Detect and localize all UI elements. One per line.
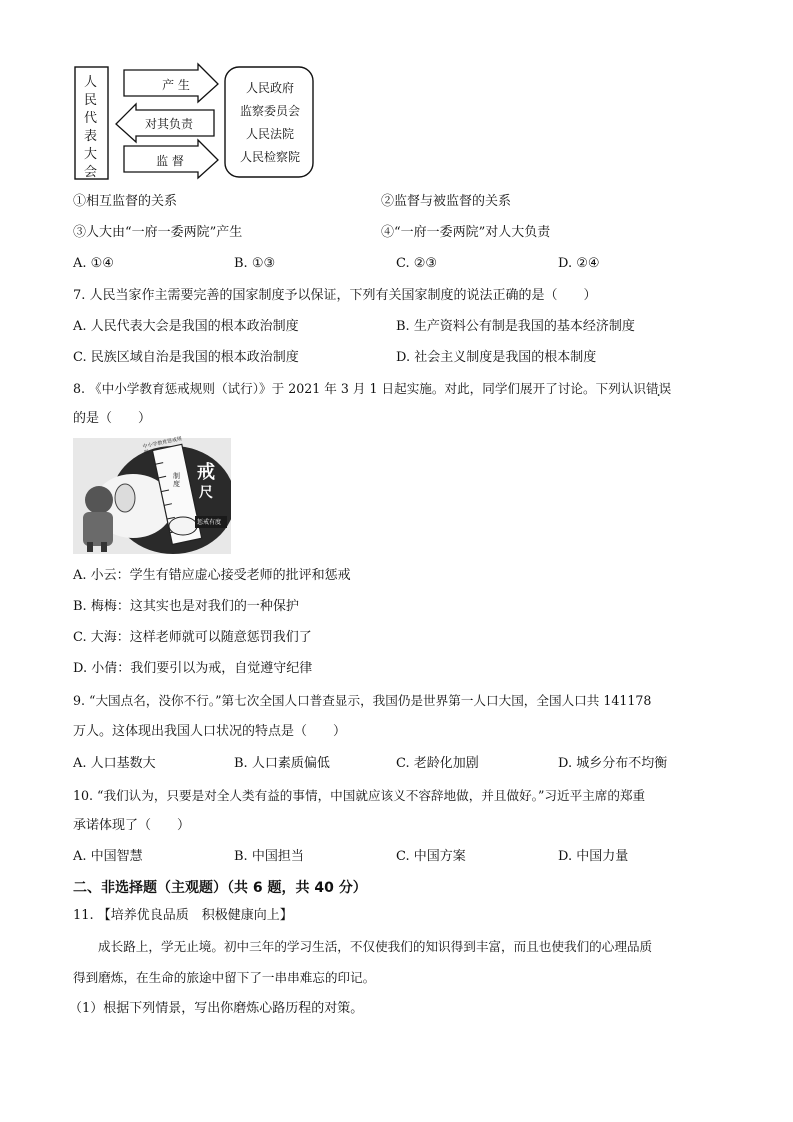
section-2-heading: 二、非选择题（主观题）（共 6 题，共 40 分）	[73, 880, 367, 896]
q6-option-d[interactable]: D. ②④	[558, 256, 600, 271]
q7-option-b[interactable]: B. 生产资料公有制是我国的基本经济制度	[396, 319, 635, 334]
q11-paragraph-line-2: 得到磨炼，在生命的旅途中留下了一串串难忘的印记。	[73, 970, 376, 985]
diagram-left-label: 人民代表大会	[84, 75, 98, 180]
q6-statement-2: ②监督与被监督的关系	[381, 194, 512, 209]
diagram	[70, 62, 320, 182]
q7-option-c[interactable]: C. 民族区域自治是我国的根本政治制度	[73, 350, 299, 365]
q9-option-b[interactable]: B. 人口素质偏低	[234, 756, 330, 771]
q6-option-c[interactable]: C. ②③	[396, 256, 438, 271]
q10-option-a[interactable]: A. 中国智慧	[73, 849, 143, 864]
q8-stem-line-2: 的是（ ）	[73, 411, 152, 426]
cartoon-ruler-side: 制度	[173, 472, 180, 488]
q8-option-a[interactable]: A. 小云：学生有错应虚心接受老师的批评和惩戒	[73, 568, 351, 583]
right-box-line-3: 人民法院	[245, 127, 294, 141]
q6-option-b[interactable]: B. ①③	[234, 256, 276, 271]
q6-statement-1: ①相互监督的关系	[73, 194, 178, 209]
q10-stem-line-2: 承诺体现了（ ）	[73, 818, 191, 833]
cartoon-ruler-big-1: 戒	[197, 462, 215, 483]
arrow-responsible-label: 对其负责	[144, 117, 193, 131]
q9-option-c[interactable]: C. 老龄化加剧	[396, 756, 479, 771]
arrow-produce-label: 产 生	[162, 78, 190, 92]
right-box-line-4: 人民检察院	[239, 150, 300, 164]
q11-title: 11. 【培养优良品质 积极健康向上】	[73, 908, 293, 923]
q11-sub-question-1: （1）根据下列情景，写出你磨炼心路历程的对策。	[69, 1001, 364, 1016]
q8-option-d[interactable]: D. 小倩：我们要引以为戒，自觉遵守纪律	[73, 661, 313, 676]
q8-cartoon-image	[73, 435, 231, 554]
q8-option-c[interactable]: C. 大海：这样老师就可以随意惩罚我们了	[73, 630, 312, 645]
q10-stem-line-1: 10. “我们认为，只要是对全人类有益的事情，中国就应该义不容辞地做，并且做好。”习近平主席的郑重	[73, 788, 646, 803]
q10-option-d[interactable]: D. 中国力量	[558, 849, 629, 864]
q7-stem: 7. 人民当家作主需要完善的国家制度予以保证，下列有关国家制度的说法正确的是（ ）	[73, 288, 597, 303]
cartoon-ruler-top: 中小学教育惩戒规则	[142, 435, 183, 457]
q10-option-c[interactable]: C. 中国方案	[396, 849, 466, 864]
q9-option-d[interactable]: D. 城乡分布不均衡	[558, 756, 668, 771]
q9-stem-line-2: 万人。这体现出我国人口状况的特点是（ ）	[73, 724, 347, 739]
q6-statement-3: ③人大由“一府一委两院”产生	[73, 225, 243, 240]
q7-option-d[interactable]: D. 社会主义制度是我国的根本制度	[396, 350, 597, 365]
q11-paragraph-line-1: 成长路上，学无止境。初中三年的学习生活，不仅使我们的知识得到丰富，而且也使我们的心理品质	[98, 939, 653, 954]
cartoon-ruler-big-2: 尺	[199, 485, 213, 501]
q8-stem-line-1	[73, 380, 671, 398]
right-box-line-1: 人民政府	[245, 81, 294, 95]
q8-stem-emphasis: 错误	[645, 381, 672, 396]
q8-stem-text: 8. 《中小学教育惩戒规则（试行）》于 2021 年 3 月 1 日起实施。对此，同学们展开了讨论。下列认识	[73, 381, 646, 396]
arrow-supervise-label: 监 督	[156, 154, 184, 168]
q7-option-a[interactable]: A. 人民代表大会是我国的根本政治制度	[73, 319, 299, 334]
cartoon-ruler-tag: 惩戒有度	[197, 519, 222, 526]
right-box-line-2: 监察委员会	[239, 104, 300, 118]
q6-option-a[interactable]: A. ①④	[73, 256, 114, 271]
q10-option-b[interactable]: B. 中国担当	[234, 849, 304, 864]
q9-option-a[interactable]: A. 人口基数大	[73, 756, 156, 771]
q8-option-b[interactable]: B. 梅梅：这其实也是对我们的一种保护	[73, 599, 299, 614]
q6-statement-4: ④“一府一委两院”对人大负责	[381, 225, 551, 240]
q9-stem-line-1: 9. “大国点名，没你不行。”第七次全国人口普查显示，我国仍是世界第一人口大国，全国人口共 141178	[73, 693, 652, 708]
